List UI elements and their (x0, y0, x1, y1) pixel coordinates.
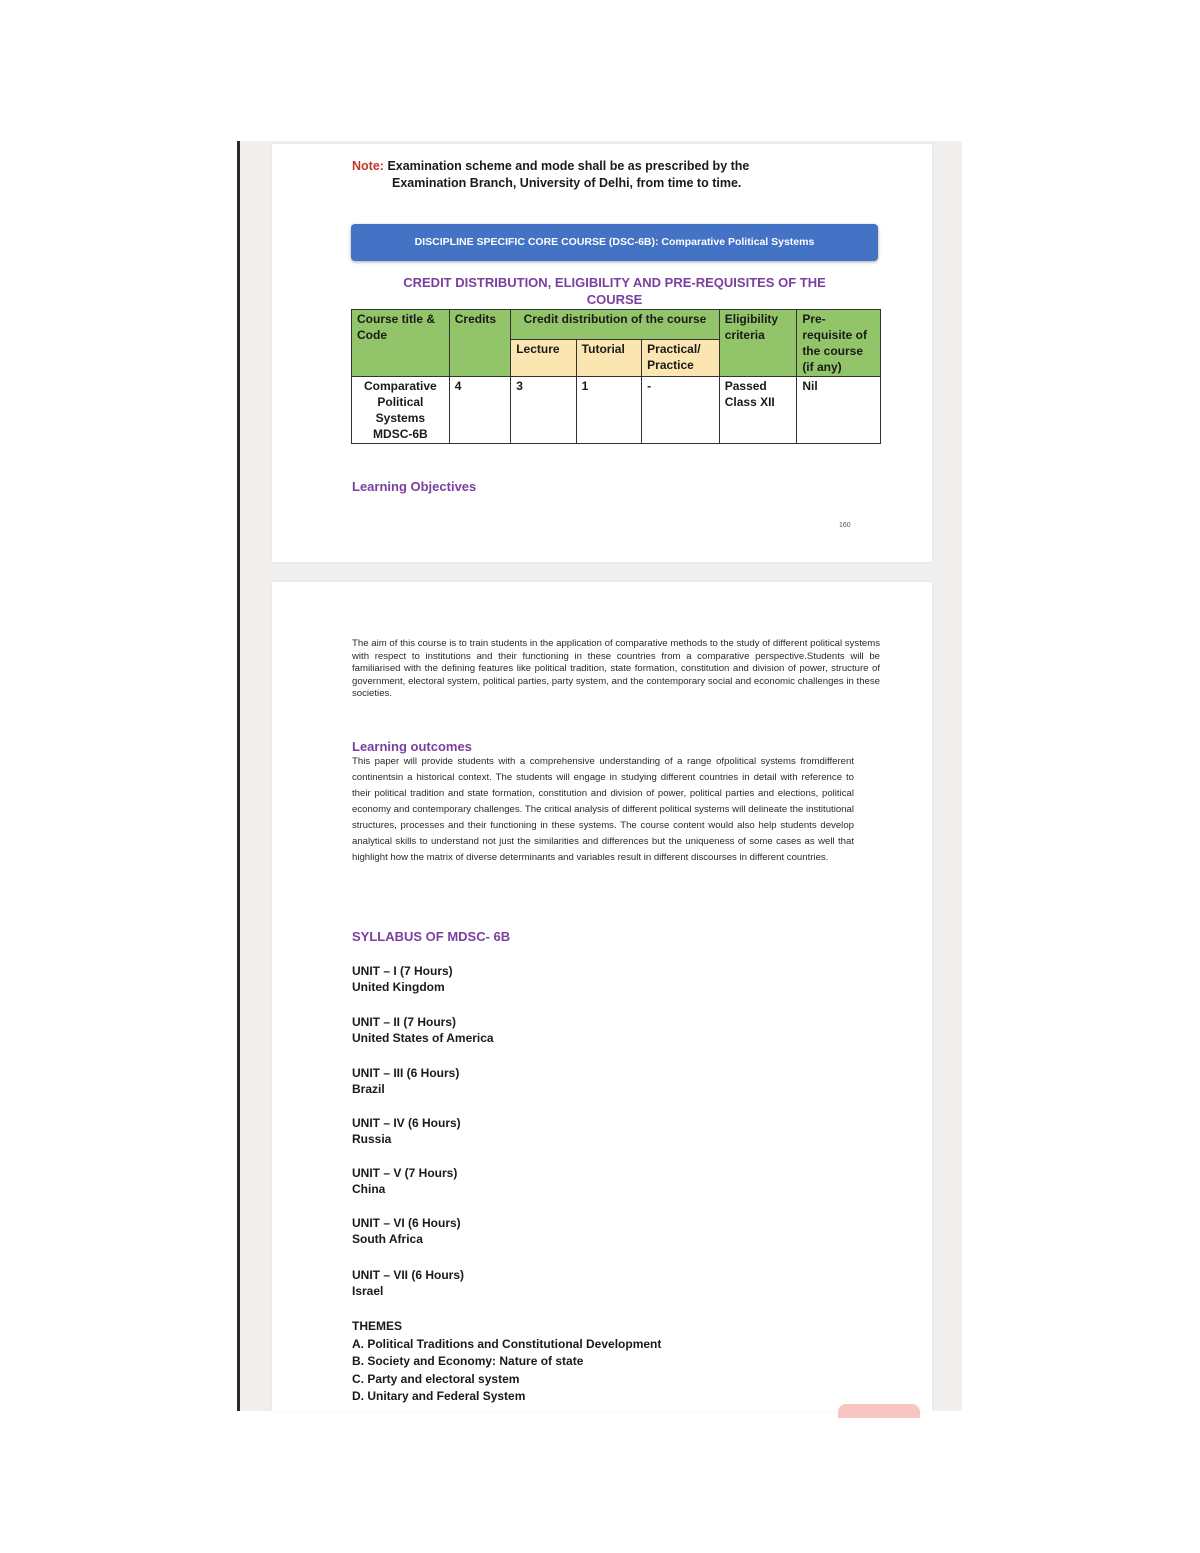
syllabus-heading: SYLLABUS OF MDSC- 6B (352, 929, 511, 944)
cell-course-title: Comparative Political Systems MDSC-6B (352, 377, 450, 444)
header-course-title: Course title & Code (352, 310, 450, 377)
note-text-line2: Examination Branch, University of Delhi, from time to time. (392, 176, 742, 190)
learning-outcomes-body: This paper will provide students with a comprehensive understanding of a range ofpolitical systems fromdifferent continentsin a historical context. The students will engage in studying different countries in detail with reference to their political tradition and state formation, constitution and division of power, political parties and elections, political economy and contemporary challenges. The critical analysis of different political systems will delineate the institutional structures, processes and their functioning in these systems. The course content would also help students develop analytical skills to understand not just the similarities and differences but the uniqueness of some cases as well that highlight how the matrix of diverse determinants and variables result in different discourses in different countries. (352, 756, 854, 863)
table-row (352, 377, 881, 444)
cell-tutorial: 1 (576, 377, 641, 444)
header-prerequisite: Pre-requisite of the course (if any) (797, 310, 881, 377)
table-header-row (352, 310, 881, 340)
header-practical: Practical/ Practice (642, 340, 720, 377)
unit-item (352, 1115, 461, 1147)
unit-title: UNIT – VI (6 Hours) (352, 1216, 461, 1230)
document-page-1 (272, 144, 932, 562)
header-eligibility: Eligibility criteria (719, 310, 797, 377)
learning-objectives-heading: Learning Objectives (352, 479, 477, 494)
unit-title: UNIT – I (7 Hours) (352, 964, 453, 978)
cell-eligibility: Passed Class XII (719, 377, 797, 444)
unit-title: UNIT – IV (6 Hours) (352, 1116, 461, 1130)
cell-lecture: 3 (511, 377, 576, 444)
credit-heading-line1: CREDIT DISTRIBUTION, ELIGIBILITY AND PRE-REQUISITES OF THE (403, 275, 826, 290)
theme-item: D. Unitary and Federal System (352, 1389, 526, 1403)
unit-item (352, 1014, 494, 1046)
course-banner: DISCIPLINE SPECIFIC CORE COURSE (DSC-6B): Comparative Political Systems (351, 224, 878, 261)
themes-heading: THEMES (352, 1319, 403, 1333)
unit-item (352, 1165, 457, 1197)
theme-item: C. Party and electoral system (352, 1371, 520, 1386)
credit-distribution-heading (351, 274, 878, 308)
header-credit-distribution: Credit distribution of the course (511, 310, 720, 340)
header-credits: Credits (449, 310, 510, 377)
themes-section (352, 1318, 661, 1406)
exam-note (352, 158, 857, 192)
unit-country: China (352, 1182, 386, 1196)
unit-title: UNIT – II (7 Hours) (352, 1015, 457, 1029)
document-page-2 (272, 582, 932, 1411)
theme-item: B. Society and Economy: Nature of state (352, 1354, 584, 1368)
unit-country: Israel (352, 1284, 384, 1298)
header-tutorial: Tutorial (576, 340, 641, 377)
unit-country: Russia (352, 1132, 392, 1146)
unit-country: South Africa (352, 1232, 423, 1246)
credit-heading-line2: COURSE (586, 292, 643, 307)
note-text-line1: Examination scheme and mode shall be as prescribed by the (387, 159, 750, 173)
unit-title: UNIT – III (6 Hours) (352, 1066, 460, 1080)
page-number: 160 (839, 522, 851, 529)
unit-item (352, 1065, 459, 1097)
unit-country: United States of America (352, 1031, 494, 1045)
unit-item (352, 1215, 461, 1247)
learning-outcomes-heading: Learning outcomes (352, 739, 472, 754)
floating-action-tab[interactable] (838, 1404, 920, 1418)
cell-prerequisite: Nil (797, 377, 881, 444)
note-label: Note: (352, 159, 384, 173)
unit-country: Brazil (352, 1082, 385, 1096)
course-aim-paragraph: The aim of this course is to train students in the application of comparative methods to the study of different political systems with respect to institutions and their functioning in these countries from a comparative perspective.Students will be familiarised with the defining features like political tradition, state formation, constitution and division of power, structure of government, electoral system, political parties, party system, and the contemporary social and economic challenges in these societies. (352, 638, 880, 700)
unit-item (352, 963, 453, 995)
unit-item (352, 1267, 464, 1299)
unit-title: UNIT – VII (6 Hours) (352, 1268, 465, 1282)
cell-practical: - (642, 377, 720, 444)
unit-title: UNIT – V (7 Hours) (352, 1166, 458, 1180)
cell-credits: 4 (449, 377, 510, 444)
unit-country: United Kingdom (352, 980, 445, 994)
header-lecture: Lecture (511, 340, 576, 377)
left-edge-rule (237, 141, 240, 1411)
credit-distribution-table (351, 309, 881, 444)
theme-item: A. Political Traditions and Constitutional Development (352, 1336, 662, 1351)
